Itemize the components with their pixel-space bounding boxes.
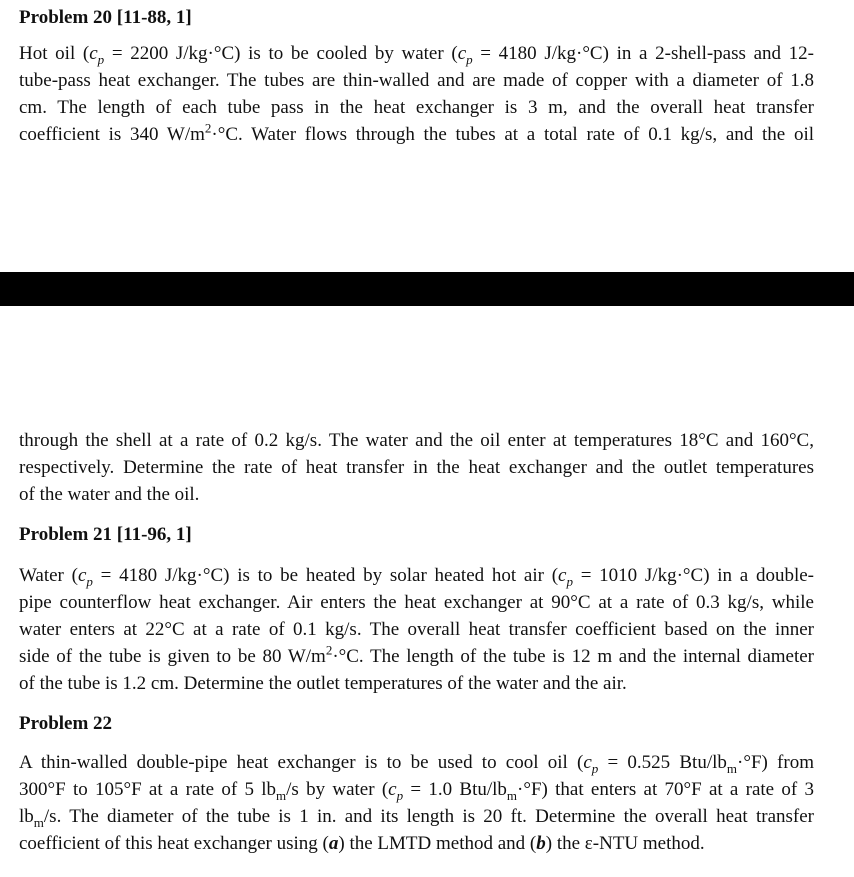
text-line: cm. The length of each tube pass in the heat exchanger is 3 m, and the overall heat transfer bbox=[19, 97, 814, 118]
text-line: A thin-walled double-pipe heat exchanger is to be used to cool oil ($c_p = 0.525$ Btu/$lb_m\cdot^\circ F$) from bbox=[19, 752, 814, 776]
problem-22-heading: Problem 22 bbox=[19, 713, 113, 734]
text-line: coefficient is 340 $W/m^2\cdot^\circ C$. Water flows through the tubes at a total rate of 0.1 kg/s, and the oil bbox=[19, 120, 815, 145]
problem-21-heading: Problem 21 [11-96, 1] bbox=[19, 524, 192, 545]
text-line: water enters at 22°C at a rate of 0.1 kg/s. The overall heat transfer coefficient based on the inner bbox=[19, 619, 814, 640]
problem-20-text-part2 bbox=[19, 427, 814, 508]
text-line: of the water and the oil. bbox=[19, 484, 200, 505]
text-line: coefficient of this heat exchanger using (a) the LMTD method and (b) the ε-NTU method. bbox=[19, 833, 705, 854]
text-line: tube-pass heat exchanger. The tubes are thin-walled and are made of copper with a diameter of 1.8 bbox=[19, 70, 814, 91]
text-line: side of the tube is given to be 80 $W/m^2\cdot^\circ C$. The length of the tube is 12 m and the internal diameter bbox=[19, 642, 814, 667]
text-line: respectively. Determine the rate of heat transfer in the heat exchanger and the outlet temperatures bbox=[19, 457, 814, 478]
redaction-bar bbox=[0, 272, 854, 306]
problem-20-heading: Problem 20 [11-88, 1] bbox=[19, 7, 192, 28]
text-line: Hot oil ($c_p = 2200$ J/kg·°C) is to be cooled by water ($c_p = 4180$ J/kg·°C) in a 2-shell-pass and 12- bbox=[19, 43, 814, 67]
text-line: through the shell at a rate of 0.2 kg/s. The water and the oil enter at temperatures 18°C and 160°C, bbox=[19, 430, 814, 451]
text-line: of the tube is 1.2 cm. Determine the outlet temperatures of the water and the air. bbox=[19, 673, 627, 694]
problem-21-text bbox=[19, 562, 814, 697]
text-line: pipe counterflow heat exchanger. Air enters the heat exchanger at 90°C at a rate of 0.3 kg/s, while bbox=[19, 592, 814, 613]
problem-20-text-part1 bbox=[19, 40, 814, 148]
text-line: 300°F to 105°F at a rate of 5 $lb_m/s$ by water ($c_p = 1.0$ Btu/$lb_m\cdot^\circ F$) that enters at 70°F at a rate of 3 bbox=[19, 779, 814, 803]
text-line: $lb_m/s$. The diameter of the tube is 1 in. and its length is 20 ft. Determine the overall heat transfer bbox=[19, 806, 814, 830]
problem-22-text bbox=[19, 749, 814, 857]
text-line: Water ($c_p = 4180$ J/kg·°C) is to be heated by solar heated hot air ($c_p = 1010$ J/kg·°C) in a double- bbox=[19, 565, 815, 589]
